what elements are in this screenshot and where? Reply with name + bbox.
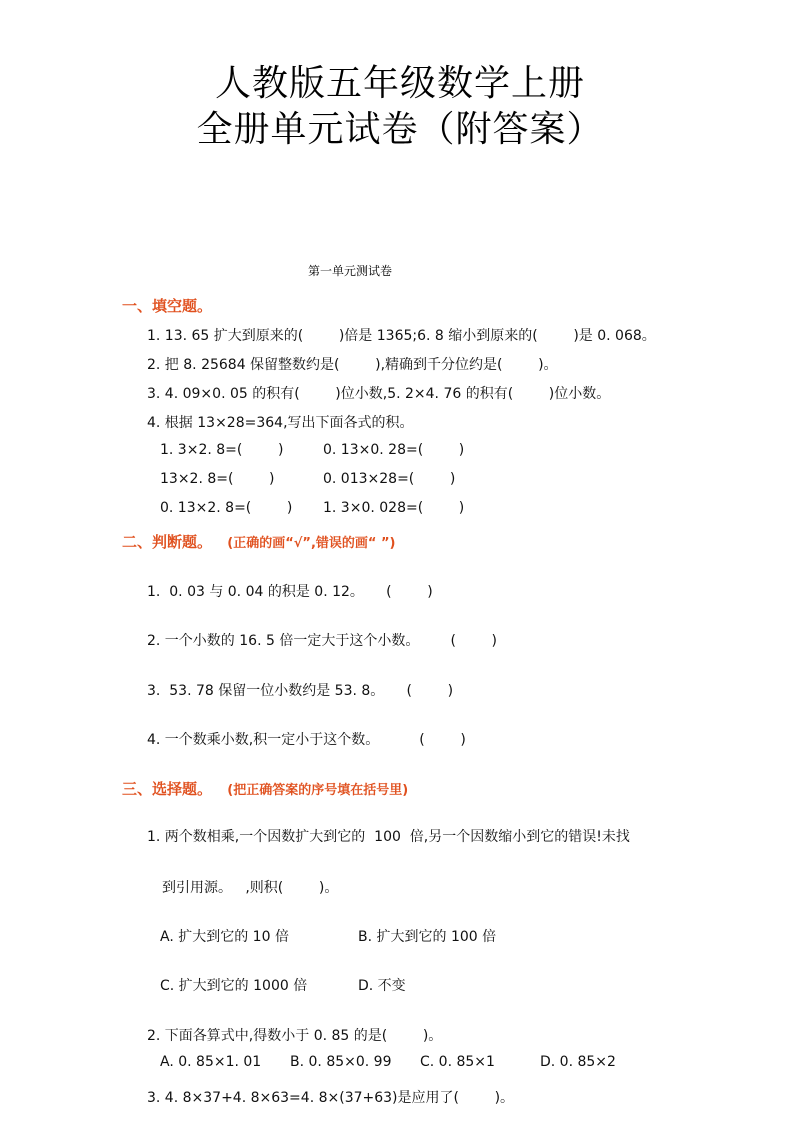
choice-question-2-option-c: C. 0. 85×1: [420, 1054, 495, 1070]
choice-question-3: 3. 4. 8×37+4. 8×63=4. 8×(37+63)是应用了( )。: [147, 1090, 515, 1106]
choice-question-2-option-b: B. 0. 85×0. 99: [290, 1054, 392, 1070]
document-title-line1: 人教版五年级数学上册: [214, 63, 585, 104]
document-title-line2: 全册单元试卷（附答案）: [196, 109, 604, 150]
choice-question-1-line1: 1. 两个数相乘,一个因数扩大到它的 100 倍,另一个因数缩小到它的错误!未找: [147, 829, 630, 845]
choice-question-1-option-b: B. 扩大到它的 100 倍: [358, 929, 497, 945]
section-judge-note: (正确的画“√”,错误的画“ ”): [227, 536, 396, 551]
choice-question-1-option-a: A. 扩大到它的 10 倍: [160, 929, 289, 945]
choice-question-1-line2: 到引用源。 ,则积( )。: [162, 880, 339, 896]
unit-title: 第一单元测试卷: [307, 264, 392, 278]
fill-question-4c: 13×2. 8=( ): [160, 471, 275, 487]
section-fill-heading: [122, 295, 212, 316]
section-choice-heading: [122, 778, 408, 799]
fill-question-4: 4. 根据 13×28=364,写出下面各式的积。: [147, 415, 414, 431]
fill-question-4d: 0. 013×28=( ): [323, 471, 456, 487]
section-choice-note: (把正确答案的序号填在括号里): [227, 783, 409, 798]
judge-question-3: 3. 53. 78 保留一位小数约是 53. 8。 ( ): [147, 683, 454, 699]
fill-question-2: 2. 把 8. 25684 保留整数约是( ),精确到千分位约是( )。: [147, 357, 558, 373]
fill-question-4a: 1. 3×2. 8=( ): [160, 442, 284, 458]
section-choice-label: 三、选择题。: [122, 780, 213, 798]
judge-question-2: 2. 一个小数的 16. 5 倍一定大于这个小数。 ( ): [147, 633, 498, 649]
fill-question-4e: 0. 13×2. 8=( ): [160, 500, 293, 516]
section-judge-label: 二、判断题。: [122, 533, 213, 551]
fill-question-1: 1. 13. 65 扩大到原来的( )倍是 1365;6. 8 缩小到原来的( )是 0. 068。: [147, 328, 656, 344]
fill-question-4f: 1. 3×0. 028=( ): [323, 500, 465, 516]
section-fill-label: 一、填空题。: [122, 297, 213, 315]
fill-question-3: 3. 4. 09×0. 05 的积有( )位小数,5. 2×4. 76 的积有( )位小数。: [147, 386, 611, 402]
choice-question-1-option-d: D. 不变: [358, 978, 406, 994]
judge-question-4: 4. 一个数乘小数,积一定小于这个数。 ( ): [147, 732, 466, 748]
choice-question-2-option-d: D. 0. 85×2: [540, 1054, 616, 1070]
choice-question-2: 2. 下面各算式中,得数小于 0. 85 的是( )。: [147, 1028, 443, 1044]
choice-question-1-option-c: C. 扩大到它的 1000 倍: [160, 978, 308, 994]
fill-question-4b: 0. 13×0. 28=( ): [323, 442, 465, 458]
section-judge-heading: [122, 531, 395, 552]
choice-question-2-option-a: A. 0. 85×1. 01: [160, 1054, 262, 1070]
judge-question-1: 1. 0. 03 与 0. 04 的积是 0. 12。 ( ): [147, 584, 433, 600]
